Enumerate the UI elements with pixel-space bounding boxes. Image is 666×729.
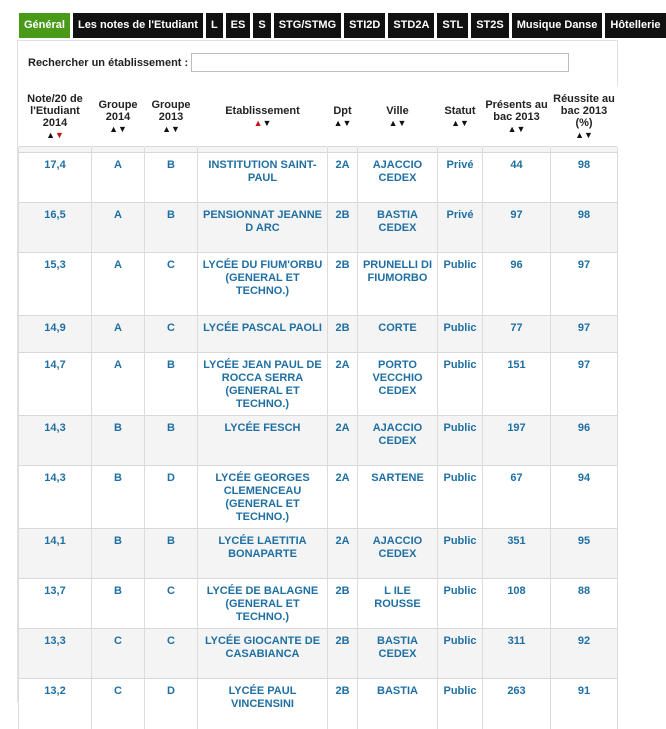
note-cell: 14,7 [19,353,92,416]
groupe-2014-cell: B [92,579,145,629]
tab-std2a[interactable]: STD2A [388,13,434,38]
sort-arrows-icon[interactable] [94,124,142,134]
presents-cell: 263 [483,679,551,729]
etablissement-cell[interactable]: LYCÉE JEAN PAUL DE ROCCA SERRA (GENERAL ET TECHNO.) [198,353,328,416]
reussite-cell: 96 [551,416,618,466]
note-cell: 13,2 [19,679,92,729]
table-row[interactable] [19,253,618,316]
dpt-cell: 2B [328,316,358,353]
sort-arrows-icon[interactable] [21,130,89,140]
groupe-2013-cell: C [145,629,198,679]
sort-down-icon[interactable]: ▼ [262,117,272,128]
col-header-statut[interactable] [438,86,483,147]
presents-cell: 96 [483,253,551,316]
etablissement-cell[interactable]: INSTITUTION SAINT-PAUL [198,153,328,203]
note-cell: 15,3 [19,253,92,316]
dpt-cell: 2B [328,679,358,729]
sort-up-icon[interactable]: ▲ [109,123,118,134]
reussite-cell: 97 [551,253,618,316]
ville-cell: BASTIA CEDEX [358,629,438,679]
tab-l[interactable]: L [206,13,223,38]
sort-up-icon[interactable]: ▲ [253,117,263,128]
sort-down-icon[interactable]: ▼ [342,117,352,128]
tab-sti2d[interactable]: STI2D [344,13,385,38]
etablissement-cell[interactable]: LYCÉE PAUL VINCENSINI [198,679,328,729]
ville-cell: SARTENE [358,466,438,529]
presents-cell: 67 [483,466,551,529]
groupe-2014-cell: B [92,466,145,529]
statut-cell: Public [438,416,483,466]
dpt-cell: 2B [328,579,358,629]
sort-down-icon[interactable]: ▼ [118,123,127,134]
table-row[interactable] [19,466,618,529]
presents-cell: 151 [483,353,551,416]
dpt-cell: 2A [328,529,358,579]
etablissement-cell[interactable]: PENSIONNAT JEANNE D ARC [198,203,328,253]
tab-notes-etudiant[interactable]: Les notes de l'Etudiant [73,13,203,38]
sort-down-icon[interactable]: ▼ [55,129,64,140]
etablissement-cell[interactable]: LYCÉE GIOCANTE DE CASABIANCA [198,629,328,679]
groupe-2013-cell: B [145,153,198,203]
presents-cell: 44 [483,153,551,203]
col-header-etablissement[interactable] [198,86,328,147]
tab-es[interactable]: ES [226,13,251,38]
sort-up-icon[interactable]: ▲ [388,117,398,128]
col-header-label: Présents au bac 2013 [485,98,548,123]
sort-down-icon[interactable]: ▼ [397,117,407,128]
groupe-2013-cell: D [145,466,198,529]
reussite-cell: 97 [551,316,618,353]
statut-cell: Privé [438,203,483,253]
groupe-2014-cell: B [92,416,145,466]
presents-cell: 197 [483,416,551,466]
dpt-cell: 2A [328,353,358,416]
note-cell: 14,3 [19,416,92,466]
col-header-reussite[interactable] [551,86,618,147]
dpt-cell: 2B [328,203,358,253]
tab-stg-stmg[interactable]: STG/STMG [274,13,341,38]
col-header-label: Etablissement [225,104,300,117]
table-row[interactable] [19,529,618,579]
groupe-2013-cell: B [145,203,198,253]
tab-stl[interactable]: STL [437,13,468,38]
groupe-2013-cell: C [145,253,198,316]
table-row[interactable] [19,203,618,253]
table-row[interactable] [19,679,618,729]
header-row [19,86,618,147]
note-cell: 17,4 [19,153,92,203]
search-label: Rechercher un établissement : [28,56,189,69]
note-cell: 14,9 [19,316,92,353]
col-header-label: Groupe 2014 [98,98,138,123]
etablissement-cell[interactable]: LYCÉE DE BALAGNE (GENERAL ET TECHNO.) [198,579,328,629]
col-header-label: Réussite au bac 2013 (%) [553,92,615,129]
statut-cell: Public [438,353,483,416]
table-row[interactable] [19,153,618,203]
statut-cell: Public [438,629,483,679]
col-header-label: Dpt [333,104,352,117]
statut-cell: Public [438,316,483,353]
reussite-cell: 97 [551,353,618,416]
col-header-label: Groupe 2013 [151,98,191,123]
presents-cell: 108 [483,579,551,629]
statut-cell: Public [438,466,483,529]
sort-arrows-icon[interactable] [485,124,548,134]
col-header-note[interactable] [19,86,92,147]
groupe-2014-cell: A [92,353,145,416]
note-cell: 14,3 [19,466,92,529]
etablissement-cell[interactable]: LYCÉE LAETITIA BONAPARTE [198,529,328,579]
sort-down-icon[interactable]: ▼ [516,123,526,134]
dpt-cell: 2B [328,253,358,316]
ville-cell: BASTIA CEDEX [358,203,438,253]
table-row[interactable] [19,416,618,466]
tab-st2s[interactable]: ST2S [471,13,509,38]
tab-s[interactable]: S [253,13,270,38]
col-header-presents[interactable] [483,86,551,147]
col-header-label: Ville [386,104,409,117]
col-header-label: Note/20 de l'Etudiant 2014 [27,92,83,129]
groupe-2013-cell: C [145,316,198,353]
sort-up-icon[interactable]: ▲ [507,123,517,134]
ville-cell: AJACCIO CEDEX [358,416,438,466]
sort-arrows-icon[interactable] [440,118,480,128]
search-input[interactable] [191,53,569,72]
reussite-cell: 88 [551,579,618,629]
reussite-cell: 98 [551,153,618,203]
dpt-cell: 2A [328,466,358,529]
sort-up-icon[interactable]: ▲ [575,129,584,140]
ville-cell: AJACCIO CEDEX [358,153,438,203]
table-row[interactable] [19,579,618,629]
tab-musique-danse[interactable]: Musique Danse [512,13,603,38]
ville-cell: AJACCIO CEDEX [358,529,438,579]
col-header-label: Statut [444,104,476,117]
sort-up-icon[interactable]: ▲ [451,117,460,128]
etablissement-cell[interactable]: LYCÉE GEORGES CLEMENCEAU (GENERAL ET TECHNO.) [198,466,328,529]
presents-cell: 311 [483,629,551,679]
tab-hotellerie[interactable]: Hôtellerie [605,13,665,38]
tab-bar [19,13,666,38]
results-table [18,86,618,729]
tab-general[interactable]: Général [19,13,70,38]
groupe-2014-cell: A [92,203,145,253]
presents-cell: 97 [483,203,551,253]
ville-cell: PRUNELLI DI FIUMORBO [358,253,438,316]
sort-up-icon[interactable]: ▲ [162,123,171,134]
groupe-2014-cell: C [92,679,145,729]
groupe-2014-cell: B [92,529,145,579]
col-header-groupe-2014[interactable] [92,86,145,147]
groupe-2013-cell: B [145,416,198,466]
reussite-cell: 92 [551,629,618,679]
groupe-2014-cell: A [92,316,145,353]
groupe-2013-cell: B [145,353,198,416]
table-body [19,147,618,729]
statut-cell: Public [438,679,483,729]
note-cell: 13,3 [19,629,92,679]
sort-arrows-icon[interactable] [200,118,325,128]
reussite-cell: 94 [551,466,618,529]
dpt-cell: 2B [328,629,358,679]
sort-down-icon[interactable]: ▼ [584,129,593,140]
sort-down-icon[interactable]: ▼ [171,123,180,134]
note-cell: 13,7 [19,579,92,629]
search-bar [28,53,569,72]
presents-cell: 351 [483,529,551,579]
etablissement-cell[interactable]: LYCÉE FESCH [198,416,328,466]
sort-arrows-icon[interactable] [147,124,195,134]
statut-cell: Public [438,529,483,579]
statut-cell: Public [438,579,483,629]
groupe-2013-cell: B [145,529,198,579]
dpt-cell: 2A [328,416,358,466]
ville-cell: L ILE ROUSSE [358,579,438,629]
etablissement-cell[interactable]: LYCÉE PASCAL PAOLI [198,316,328,353]
sort-arrows-icon[interactable] [360,118,435,128]
reussite-cell: 95 [551,529,618,579]
sort-arrows-icon[interactable] [553,130,615,140]
groupe-2014-cell: A [92,253,145,316]
col-header-groupe-2013[interactable] [145,86,198,147]
table-row[interactable] [19,316,618,353]
sort-arrows-icon[interactable] [330,118,355,128]
reussite-cell: 98 [551,203,618,253]
ville-cell: CORTE [358,316,438,353]
presents-cell: 77 [483,316,551,353]
col-header-dpt[interactable] [328,86,358,147]
statut-cell: Privé [438,153,483,203]
sort-up-icon[interactable]: ▲ [333,117,343,128]
dpt-cell: 2A [328,153,358,203]
ville-cell: BASTIA [358,679,438,729]
reussite-cell: 91 [551,679,618,729]
statut-cell: Public [438,253,483,316]
sort-down-icon[interactable]: ▼ [460,117,469,128]
ville-cell: PORTO VECCHIO CEDEX [358,353,438,416]
groupe-2013-cell: C [145,579,198,629]
col-header-ville[interactable] [358,86,438,147]
note-cell: 16,5 [19,203,92,253]
groupe-2013-cell: D [145,679,198,729]
sort-up-icon[interactable]: ▲ [46,129,55,140]
table-row[interactable] [19,629,618,679]
table-row[interactable] [19,353,618,416]
etablissement-cell[interactable]: LYCÉE DU FIUM'ORBU (GENERAL ET TECHNO.) [198,253,328,316]
groupe-2014-cell: C [92,629,145,679]
groupe-2014-cell: A [92,153,145,203]
note-cell: 14,1 [19,529,92,579]
